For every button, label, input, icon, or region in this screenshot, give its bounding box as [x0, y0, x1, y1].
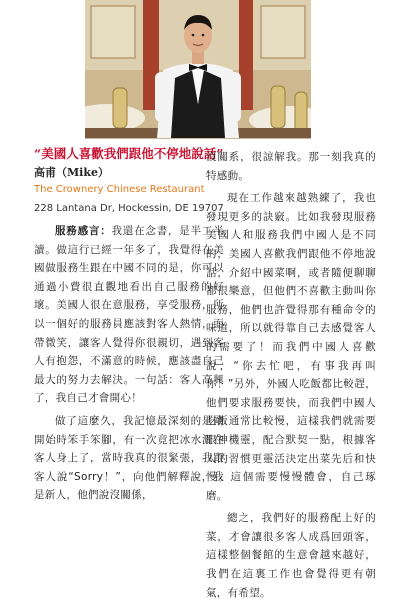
restaurant-name: The Crownery Chinese Restaurant	[34, 184, 205, 195]
paragraph-4: 總之，我們好的服務配上好的菜，才會讓很多客人成爲回頭客，這樣整個餐館的生意會越來越好，我們在這裏工作也會覺得更有朝氣，有希望。	[206, 512, 376, 599]
author-name: 高甫（Mike）	[34, 166, 109, 179]
paragraph-1-body: 我還在念書，是半工半讀。做這行已經一年多了，我覺得在美國做服務生跟在中國不同的是，你可以通過小費很直觀地看出自己服務的好壞。美國人很在意服務，享受服務，所以一個好的服務員應該對客人熱情，面帶微笑，讓客人覺得你很親切，遇到客人有抱怨，不滿意的時候，應該盡自己最大的努力去解決。一句話：客人高興了，我自己才會開心！	[34, 225, 224, 405]
paragraph-3: 現在工作越來越熟練了，我也發現更多的訣竅。比如我發現服務美國人和服務我們中國人是不同的，美國人喜歡我們跟他不停地說話，介紹中國菜啊，或者隨便聊聊都很樂意，但他們不喜歡主動叫你服務，他們也許覺得那有種命令的味道，所以就得靠自己去感覺客人的需要了！而我們中國人喜歡說，“你去忙吧，有事我再叫你！”另外，外國人吃飯都比較趕，他們要求服務要快，而我們中國人吃飯通常比較慢，這樣我們就需要眼神機靈，配合默契一點，根據客人的習慣更靈活決定出菜先后和快慢。這個需要慢慢體會，自己琢磨。	[206, 192, 376, 502]
article-headline: “美國人喜歡我們跟他不停地說話”	[34, 146, 224, 161]
restaurant-address: 228 Lantana Dr, Hockessin, DE 19707	[34, 203, 224, 214]
paragraph-2-continued: 沒關系，很諒解我。那一刻我真的特感動。	[206, 151, 376, 182]
left-column	[34, 144, 224, 509]
right-column	[206, 148, 376, 606]
waiter-photo	[85, 0, 311, 139]
paragraph-2: 做了這麼久，我記憶最深刻的是剛開始時笨手笨腳，有一次竟把冰水灑在客人身上了，當時我真的很緊張，我跟客人說“Sorry！”，向他們解釋說，我是新人，他們說沒關係，	[34, 414, 224, 502]
lead-label: 服務感言：	[55, 225, 112, 237]
paragraph-1	[34, 222, 224, 408]
